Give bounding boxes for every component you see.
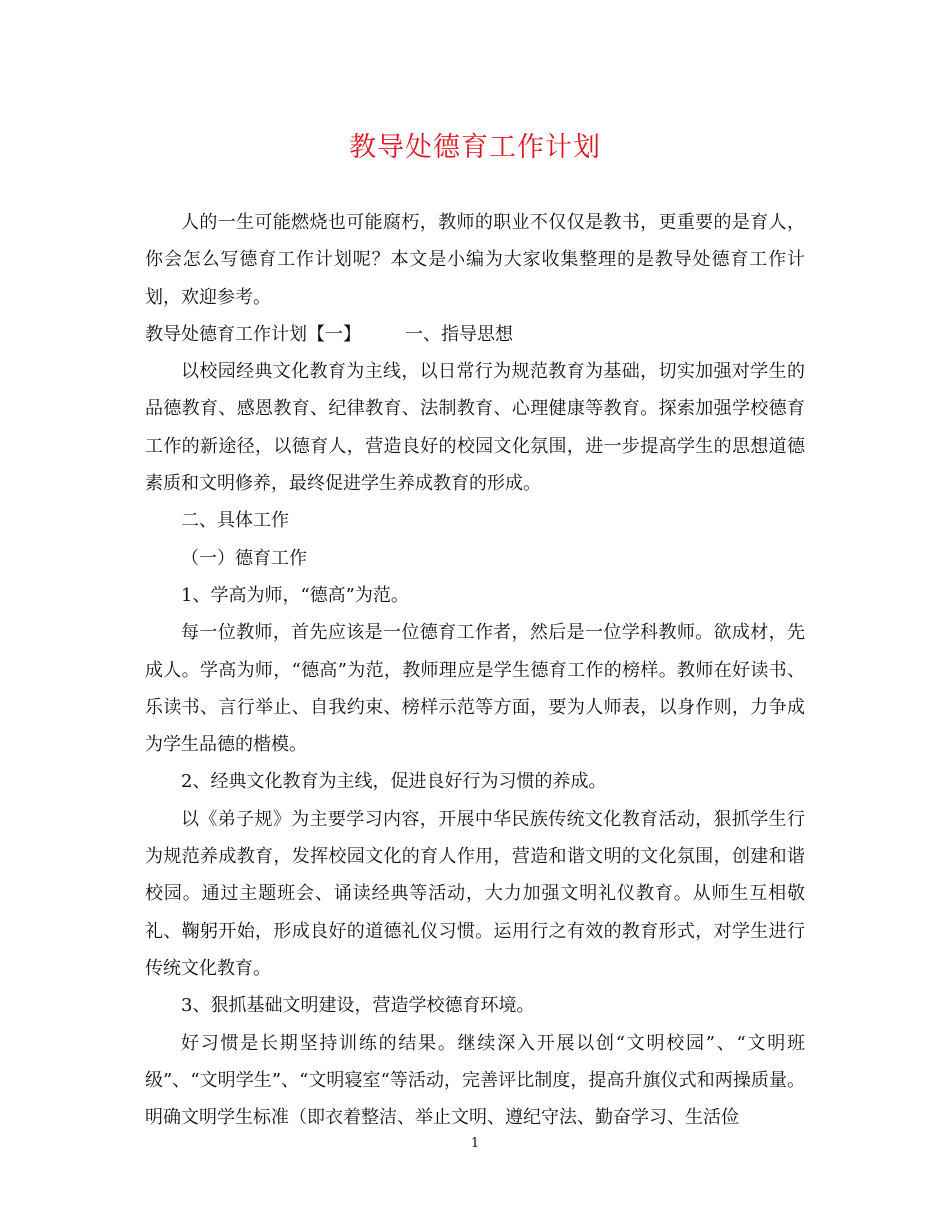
section1-paragraph: 以校园经典文化教育为主线，以日常行为规范教育为基础，切实加强对学生的品德教育、感恩教育、纪律教育、法制教育、心理健康等教育。探索加强学校德育工作的新途径，以德育人，营造良好的校园文化氛围，进一步提高学生的思想道德素质和文明修养，最终促进学生养成教育的形成。	[145, 361, 805, 495]
plan-heading-line	[145, 316, 805, 353]
item1-heading: 1、学高为师，“德高”为范。	[181, 584, 409, 606]
document-body	[145, 204, 805, 1136]
section2-heading: 二、具体工作	[181, 510, 289, 532]
item1-paragraph: 每一位教师，首先应该是一位德育工作者，然后是一位学科教师。欲成材，先成人。学高为师，“德高”为范，教师理应是学生德育工作的榜样。教师在好读书、乐读书、言行举止、自我约束、榜样示范等方面，要为人师表，以身作则，力争成为学生品德的楷模。	[145, 622, 805, 756]
item3-paragraph: 好习惯是长期坚持训练的结果。继续深入开展以创“文明校园”、“文明班级”、“文明学生”、“文明寝室“等活动，完善评比制度，提高升旗仪式和两操质量。明确文明学生标准（即衣着整洁、举止文明、遵纪守法、勤奋学习、生活俭	[145, 1032, 805, 1129]
subsection1-heading: （一）德育工作	[181, 547, 307, 569]
intro-paragraph: 人的一生可能燃烧也可能腐朽，教师的职业不仅仅是教书，更重要的是育人，你会怎么写德育工作计划呢？本文是小编为大家收集整理的是教导处德育工作计划，欢迎参考。	[145, 212, 805, 308]
item2-heading: 2、经典文化教育为主线，促进良好行为习惯的养成。	[181, 771, 607, 793]
section1-heading: 一、指导思想	[405, 323, 513, 345]
page-number: 1	[470, 1136, 480, 1151]
document-title: 教导处德育工作计划	[349, 132, 601, 163]
heading-gap	[361, 316, 405, 353]
item3-heading: 3、狠抓基础文明建设，营造学校德育环境。	[181, 995, 535, 1017]
plan-heading: 教导处德育工作计划【一】	[145, 323, 361, 345]
item2-paragraph: 以《弟子规》为主要学习内容，开展中华民族传统文化教育活动，狠抓学生行为规范养成教育，发挥校园文化的育人作用，营造和谐文明的文化氛围，创建和谐校园。通过主题班会、诵读经典等活动，大力加强文明礼仪教育。从师生互相敬礼、鞠躬开始，形成良好的道德礼仪习惯。运用行之有效的教育形式，对学生进行传统文化教育。	[145, 808, 805, 979]
